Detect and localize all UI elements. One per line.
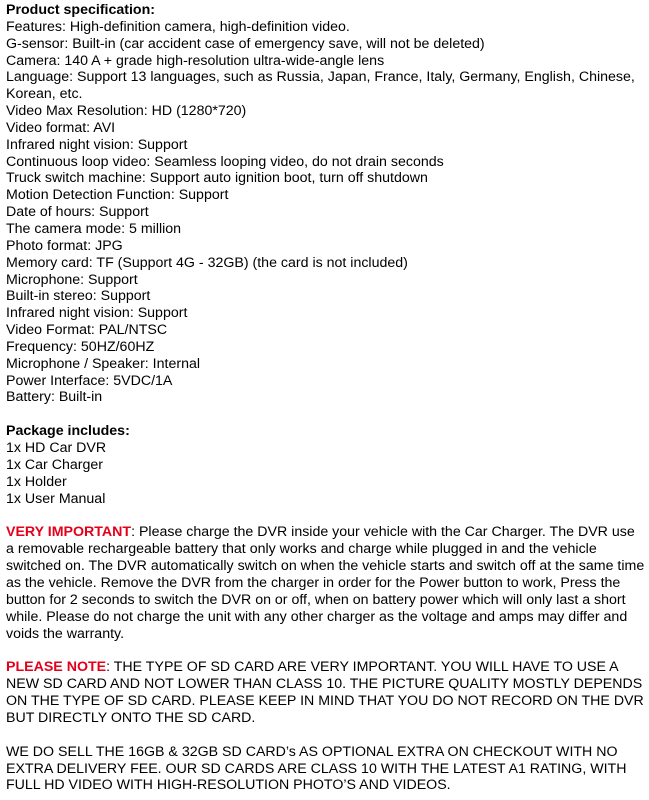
spec-line: Infrared night vision: Support [6, 305, 188, 322]
spec-line: Motion Detection Function: Support [6, 187, 229, 204]
spec-line: Language: Support 13 languages, such as Russia, Japan, France, Italy, Germany, English, Chinese, Korean, etc. [6, 69, 635, 103]
spec-line: Continuous loop video: Seamless looping video, do not drain seconds [6, 153, 444, 170]
spec-line: Video Format: PAL/NTSC [6, 322, 168, 339]
spec-line: Photo format: JPG [6, 237, 123, 254]
package-heading: Package includes: [6, 423, 130, 440]
spec-line: Frequency: 50HZ/60HZ [6, 338, 155, 355]
spec-line: Memory card: TF (Support 4G - 32GB) (the card is not included) [6, 254, 408, 271]
spec-heading: Product specification: [6, 2, 155, 18]
important-label: VERY IMPORTANT [6, 524, 132, 541]
spec-line: Microphone: Support [6, 271, 138, 288]
package-item: 1x Car Charger [6, 456, 103, 473]
product-description [6, 2, 646, 794]
spec-line: Infrared night vision: Support [6, 136, 188, 153]
note-paragraph [6, 659, 646, 726]
spec-line: Truck switch machine: Support auto ignition boot, turn off shutdown [6, 170, 428, 187]
section-spacer [6, 507, 646, 524]
spec-line: The camera mode: 5 million [6, 220, 182, 237]
spec-line: Built-in stereo: Support [6, 288, 151, 305]
spec-line: Video Max Resolution: HD (1280*720) [6, 103, 247, 120]
package-item: 1x Holder [6, 473, 67, 490]
package-item: 1x User Manual [6, 490, 106, 507]
important-paragraph [6, 524, 646, 642]
section-spacer [6, 642, 646, 659]
important-text: : Please charge the DVR inside your vehicle with the Car Charger. The DVR use a removable rechargeable battery that only works and charge while plugged in and the vehicle switched on. The DVR automatically switch on when the vehicle starts and switch off at the same time as the vehicle. Remove the DVR from the charger in order for the Power button to work, Press the button for 2 seconds to switch the DVR on or off, when on battery power which will only last a short while. Please do not charge the unit with any other charger as the voltage and amps may differ and voids the warranty. [6, 524, 645, 642]
spec-line: Camera: 140 A + grade high-resolution ultra-wide-angle lens [6, 52, 385, 69]
spec-line: Features: High-definition camera, high-definition video. [6, 18, 350, 35]
note-text: : THE TYPE OF SD CARD ARE VERY IMPORTANT. YOU WILL HAVE TO USE A NEW SD CARD AND NOT LOWER THAN CLASS 10. THE PICTURE QUALITY MOSTLY DEPENDS ON THE TYPE OF SD CARD. PLEASE KEEP IN MIND THAT YOU DO NOT RECORD ON THE DVR BUT DIRECTLY ONTO THE SD CARD. [6, 659, 644, 726]
spec-line: Battery: Built-in [6, 389, 103, 406]
section-spacer [6, 406, 646, 423]
spec-line: Video format: AVI [6, 119, 116, 136]
spec-line: Power Interface: 5VDC/1A [6, 372, 173, 389]
package-item: 1x HD Car DVR [6, 440, 107, 457]
spec-line: G-sensor: Built-in (car accident case of emergency save, will not be deleted) [6, 35, 485, 52]
extra-paragraph: WE DO SELL THE 16GB & 32GB SD CARD’s AS OPTIONAL EXTRA ON CHECKOUT WITH NO EXTRA DELIVERY FEE. OUR SD CARDS ARE CLASS 10 WITH THE LATEST A1 RATING, WITH FULL HD VIDEO WITH HIGH-RESOLUTION PHOTO’S AND VIDEOS. [6, 743, 627, 794]
note-label: PLEASE NOTE [6, 659, 107, 676]
spec-line: Date of hours: Support [6, 204, 149, 221]
section-spacer [6, 727, 646, 744]
spec-line: Microphone / Speaker: Internal [6, 355, 201, 372]
